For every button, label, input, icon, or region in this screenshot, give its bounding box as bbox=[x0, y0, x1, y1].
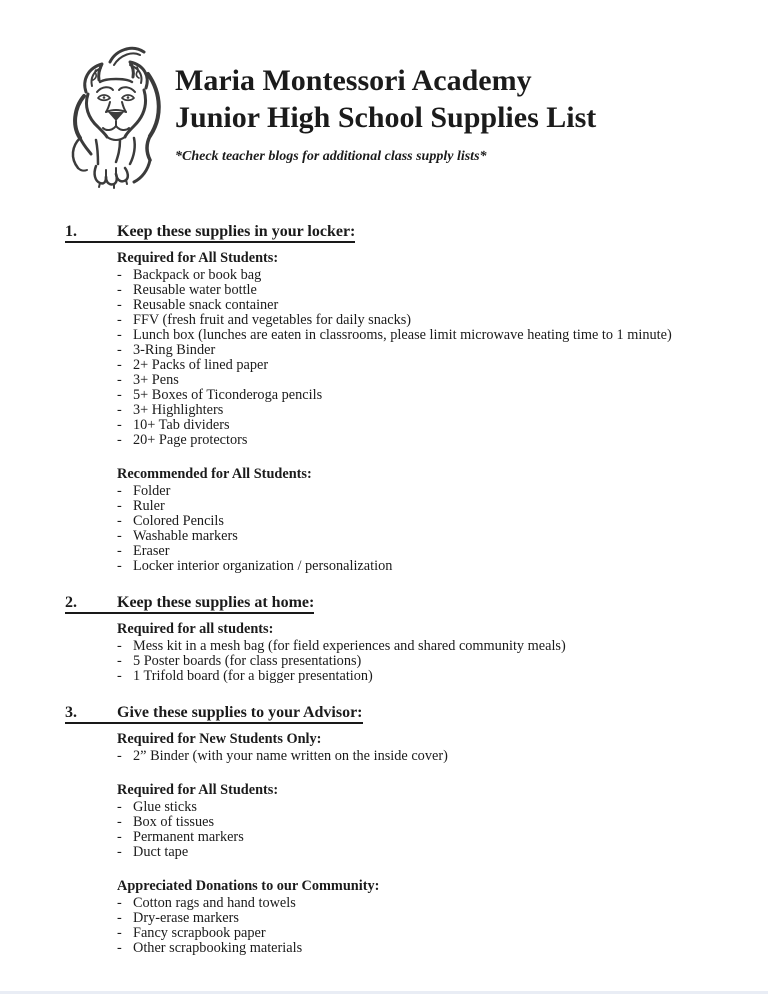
supply-list bbox=[117, 749, 728, 764]
item-text: Washable markers bbox=[133, 528, 238, 544]
item-text: 2” Binder (with your name written on the inside cover) bbox=[133, 748, 448, 764]
item-dash: - bbox=[117, 668, 122, 684]
item-text: 3+ Highlighters bbox=[133, 402, 224, 418]
list-item bbox=[117, 911, 728, 926]
section bbox=[65, 594, 728, 684]
item-text: Fancy scrapbook paper bbox=[133, 925, 266, 941]
list-item bbox=[117, 830, 728, 845]
item-dash: - bbox=[117, 653, 122, 669]
item-dash: - bbox=[117, 925, 122, 941]
supply-list bbox=[117, 484, 728, 574]
group-label: Required for New Students Only: bbox=[117, 731, 322, 747]
supply-group bbox=[117, 879, 728, 956]
section-number: 1. bbox=[65, 223, 77, 240]
item-dash: - bbox=[117, 357, 122, 373]
item-text: 10+ Tab dividers bbox=[133, 417, 230, 433]
item-text: 20+ Page protectors bbox=[133, 432, 248, 448]
item-dash: - bbox=[117, 748, 122, 764]
item-dash: - bbox=[117, 814, 122, 830]
group-label: Required for All Students: bbox=[117, 782, 279, 798]
supply-list bbox=[117, 896, 728, 956]
list-item bbox=[117, 373, 728, 388]
list-item bbox=[117, 926, 728, 941]
item-text: 5 Poster boards (for class presentations) bbox=[133, 653, 362, 669]
item-dash: - bbox=[117, 387, 122, 403]
item-text: Ruler bbox=[133, 498, 165, 514]
section bbox=[65, 223, 728, 574]
item-text: Backpack or book bag bbox=[133, 267, 262, 283]
list-item bbox=[117, 268, 728, 283]
list-item bbox=[117, 328, 728, 343]
item-dash: - bbox=[117, 829, 122, 845]
item-dash: - bbox=[117, 312, 122, 328]
section-groups bbox=[117, 622, 728, 684]
item-dash: - bbox=[117, 342, 122, 358]
item-text: Mess kit in a mesh bag (for field experiences and shared community meals) bbox=[133, 638, 566, 654]
supplies-sections bbox=[65, 223, 728, 956]
item-text: 5+ Boxes of Ticonderoga pencils bbox=[133, 387, 323, 403]
item-text: Eraser bbox=[133, 543, 170, 559]
item-text: 3+ Pens bbox=[133, 372, 179, 388]
list-item bbox=[117, 669, 728, 684]
list-item bbox=[117, 815, 728, 830]
list-item bbox=[117, 358, 728, 373]
item-text: Locker interior organization / personalization bbox=[133, 558, 393, 574]
list-item bbox=[117, 845, 728, 860]
section-heading bbox=[65, 594, 314, 614]
page-subtitle: Junior High School Supplies List bbox=[175, 101, 597, 134]
item-text: Glue sticks bbox=[133, 799, 197, 815]
item-dash: - bbox=[117, 940, 122, 956]
list-item bbox=[117, 484, 728, 499]
list-item bbox=[117, 418, 728, 433]
list-item bbox=[117, 800, 728, 815]
item-dash: - bbox=[117, 910, 122, 926]
header-note: *Check teacher blogs for additional class supply lists* bbox=[175, 149, 487, 164]
item-text: Reusable snack container bbox=[133, 297, 279, 313]
list-item bbox=[117, 343, 728, 358]
list-item bbox=[117, 559, 728, 574]
list-item bbox=[117, 896, 728, 911]
item-dash: - bbox=[117, 282, 122, 298]
item-text: Lunch box (lunches are eaten in classrooms, please limit microwave heating time to 1 minute) bbox=[133, 327, 672, 343]
supply-list bbox=[117, 639, 728, 684]
item-text: Cotton rags and hand towels bbox=[133, 895, 296, 911]
item-dash: - bbox=[117, 432, 122, 448]
group-label: Required for all students: bbox=[117, 621, 274, 637]
item-text: Box of tissues bbox=[133, 814, 215, 830]
list-item bbox=[117, 941, 728, 956]
item-text: Duct tape bbox=[133, 844, 189, 860]
supply-group bbox=[117, 783, 728, 860]
section-number: 3. bbox=[65, 704, 77, 721]
item-dash: - bbox=[117, 528, 122, 544]
section-heading bbox=[65, 704, 363, 724]
supply-group bbox=[117, 622, 728, 684]
list-item bbox=[117, 654, 728, 669]
item-text: 3-Ring Binder bbox=[133, 342, 216, 358]
item-dash: - bbox=[117, 799, 122, 815]
list-item bbox=[117, 499, 728, 514]
item-text: Colored Pencils bbox=[133, 513, 224, 529]
cougar-logo-icon bbox=[60, 42, 172, 190]
item-text: FFV (fresh fruit and vegetables for daily snacks) bbox=[133, 312, 412, 328]
item-dash: - bbox=[117, 558, 122, 574]
section-heading-text: Give these supplies to your Advisor: bbox=[117, 704, 363, 721]
section bbox=[65, 704, 728, 956]
item-dash: - bbox=[117, 267, 122, 283]
item-dash: - bbox=[117, 483, 122, 499]
group-label: Required for All Students: bbox=[117, 250, 279, 266]
section-heading-text: Keep these supplies at home: bbox=[117, 594, 315, 611]
item-text: Permanent markers bbox=[133, 829, 244, 845]
section-heading-text: Keep these supplies in your locker: bbox=[117, 223, 356, 240]
item-text: Reusable water bottle bbox=[133, 282, 257, 298]
item-dash: - bbox=[117, 402, 122, 418]
list-item bbox=[117, 388, 728, 403]
section-groups bbox=[117, 251, 728, 574]
list-item bbox=[117, 544, 728, 559]
list-item bbox=[117, 283, 728, 298]
section-heading bbox=[65, 223, 355, 243]
list-item bbox=[117, 749, 728, 764]
item-text: 1 Trifold board (for a bigger presentation) bbox=[133, 668, 373, 684]
group-label: Recommended for All Students: bbox=[117, 466, 312, 482]
title-block bbox=[175, 42, 596, 165]
list-item bbox=[117, 403, 728, 418]
supply-group bbox=[117, 467, 728, 574]
list-item bbox=[117, 313, 728, 328]
supply-group bbox=[117, 251, 728, 448]
supply-list bbox=[117, 268, 728, 448]
item-dash: - bbox=[117, 844, 122, 860]
item-dash: - bbox=[117, 372, 122, 388]
item-dash: - bbox=[117, 498, 122, 514]
document-header bbox=[0, 0, 768, 190]
group-label: Appreciated Donations to our Community: bbox=[117, 878, 380, 894]
item-dash: - bbox=[117, 417, 122, 433]
list-item bbox=[117, 514, 728, 529]
item-text: 2+ Packs of lined paper bbox=[133, 357, 269, 373]
list-item bbox=[117, 298, 728, 313]
item-dash: - bbox=[117, 297, 122, 313]
item-text: Folder bbox=[133, 483, 171, 499]
supply-group bbox=[117, 732, 728, 764]
item-text: Dry-erase markers bbox=[133, 910, 239, 926]
item-dash: - bbox=[117, 513, 122, 529]
page-title: Maria Montessori Academy bbox=[175, 64, 532, 97]
item-text: Other scrapbooking materials bbox=[133, 940, 303, 956]
list-item bbox=[117, 433, 728, 448]
list-item bbox=[117, 639, 728, 654]
section-groups bbox=[117, 732, 728, 956]
item-dash: - bbox=[117, 895, 122, 911]
item-dash: - bbox=[117, 638, 122, 654]
item-dash: - bbox=[117, 327, 122, 343]
supply-list bbox=[117, 800, 728, 860]
item-dash: - bbox=[117, 543, 122, 559]
list-item bbox=[117, 529, 728, 544]
section-number: 2. bbox=[65, 594, 77, 611]
